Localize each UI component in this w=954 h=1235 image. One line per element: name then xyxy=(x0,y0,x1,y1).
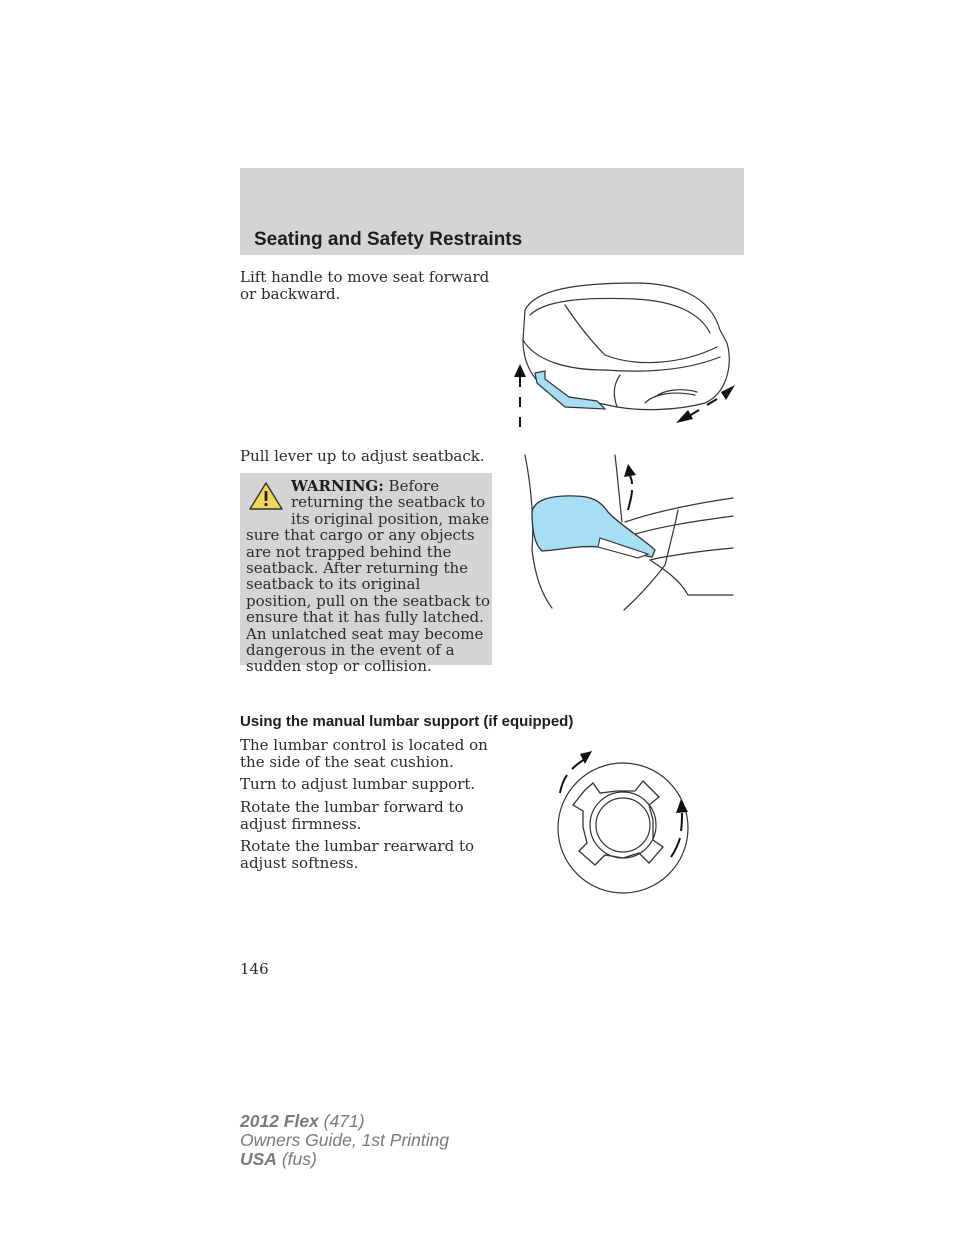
footer-market-code: (fus) xyxy=(276,1149,317,1169)
footer-model: 2012 Flex xyxy=(240,1111,319,1131)
rotate-forward-arrow-icon xyxy=(560,751,592,793)
up-arrow-icon xyxy=(514,364,526,427)
warning-body: Before returning the seatback to its original position, make sure that cargo or any objects are not trapped behind the seatback. After returning the seatback to its original position, pull on the seatback to ensure that it has fully latched. An unlatched seat may become dangerous in the event of a sudden stop or collision. xyxy=(246,477,491,676)
lumbar-paragraph-2: Turn to adjust lumbar support. xyxy=(240,775,476,793)
footer-line-3 xyxy=(240,1150,449,1169)
seat-move-paragraph: Lift handle to move seat forward or backward. xyxy=(240,268,490,303)
footer-model-code: (471) xyxy=(318,1111,365,1131)
seatback-lever-illustration xyxy=(520,450,740,615)
lumbar-section-heading: Using the manual lumbar support (if equipped) xyxy=(240,713,574,730)
warning-box xyxy=(240,473,492,676)
lumbar-paragraph-3: Rotate the lumbar forward to adjust firmness. xyxy=(240,798,464,833)
seat-cushion-illustration xyxy=(505,275,750,435)
lumbar-paragraph-1: The lumbar control is located on the side of the seat cushion. xyxy=(240,736,488,771)
page-number: 146 xyxy=(240,960,269,978)
footer-line-2: Owners Guide, 1st Printing xyxy=(240,1130,450,1150)
section-title: Seating and Safety Restraints xyxy=(254,229,523,250)
footer-line-1 xyxy=(240,1112,449,1131)
lift-arrow-icon xyxy=(624,464,636,510)
warning-text xyxy=(246,478,490,675)
section-header-band xyxy=(240,168,744,255)
footer-market: USA xyxy=(240,1149,277,1169)
warning-triangle-icon xyxy=(248,481,284,511)
seatback-release-lever xyxy=(532,496,655,557)
print-footer xyxy=(240,1112,449,1169)
seatback-paragraph: Pull lever up to adjust seatback. xyxy=(240,447,485,465)
warning-label: WARNING: xyxy=(291,477,384,495)
forward-backward-arrow-icon xyxy=(676,385,735,423)
rotate-rearward-arrow-icon xyxy=(671,799,688,857)
seat-adjust-handle xyxy=(535,371,605,409)
lumbar-paragraph-4: Rotate the lumbar rearward to adjust softness. xyxy=(240,837,475,872)
lumbar-knob-illustration xyxy=(525,745,695,885)
